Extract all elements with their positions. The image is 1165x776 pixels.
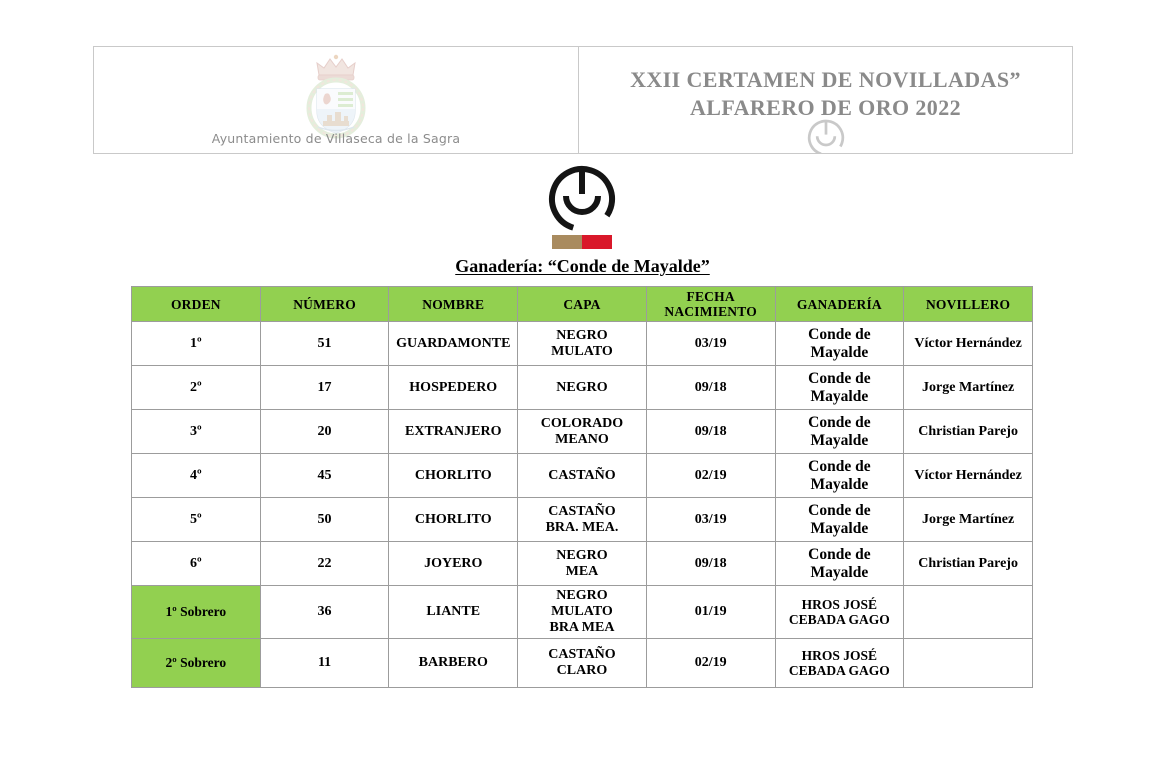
column-header-orden: ORDEN	[132, 287, 261, 322]
column-header-numero: NÚMERO	[260, 287, 389, 322]
cell-capa-line: NEGRO	[556, 588, 608, 604]
cell-capa-line: CASTAÑO	[548, 647, 616, 663]
cell-novillero: Víctor Hernández	[904, 322, 1033, 366]
ganaderia-caption	[0, 256, 1165, 277]
table-body	[132, 322, 1033, 688]
cell-novillero: Víctor Hernández	[904, 454, 1033, 498]
cell-numero: 20	[260, 410, 389, 454]
coat-of-arms-icon	[299, 53, 373, 139]
cell-nombre: GUARDAMONTE	[389, 322, 518, 366]
cell-novillero: Jorge Martínez	[904, 366, 1033, 410]
municipality-label: Ayuntamiento de Villaseca de la Sagra	[211, 131, 461, 146]
certamen-title-line2: ALFARERO DE ORO 2022	[690, 94, 961, 120]
cell-capa	[518, 586, 647, 639]
cell-orden: 3º	[132, 410, 261, 454]
cell-capa	[518, 322, 647, 366]
cell-capa	[518, 639, 647, 688]
cell-capa-line: MEANO	[555, 431, 609, 447]
alfarero-logo-icon	[536, 163, 628, 251]
cell-capa-line: BRA. MEA.	[545, 519, 619, 535]
cell-fecha-nacimiento: 02/19	[646, 639, 775, 688]
cell-ganaderia-line: Conde de Mayalde	[808, 414, 871, 449]
alfarero-logo-icon-small	[802, 117, 850, 153]
cell-ganaderia-line: HROS JOSÉ	[801, 647, 878, 663]
cell-novillero: Christian Parejo	[904, 410, 1033, 454]
cell-capa-line: COLORADO	[540, 415, 624, 431]
cell-nombre: CHORLITO	[389, 498, 518, 542]
cell-capa-line: CASTAÑO	[548, 467, 616, 483]
cell-nombre: JOYERO	[389, 542, 518, 586]
cell-nombre: LIANTE	[389, 586, 518, 639]
cell-orden: 1º	[132, 322, 261, 366]
table-row	[132, 322, 1033, 366]
cell-ganaderia-line: Conde de Mayalde	[808, 326, 871, 361]
cell-orden: 2º Sobrero	[132, 639, 261, 688]
table-row	[132, 366, 1033, 410]
cell-ganaderia-line: CEBADA GAGO	[788, 612, 890, 628]
cell-fecha-nacimiento: 02/19	[646, 454, 775, 498]
cell-capa	[518, 454, 647, 498]
cell-capa-line: MEA	[565, 563, 599, 579]
table-row	[132, 542, 1033, 586]
table-row	[132, 410, 1033, 454]
cell-ganaderia	[775, 586, 904, 639]
cell-novillero	[904, 639, 1033, 688]
cell-ganaderia-line: Conde de Mayalde	[808, 458, 871, 493]
cell-numero: 17	[260, 366, 389, 410]
column-header-nombre: NOMBRE	[389, 287, 518, 322]
cell-ganaderia-line: Conde de Mayalde	[808, 370, 871, 405]
cell-capa-line: MULATO	[551, 343, 613, 359]
table-header	[132, 287, 1033, 322]
cell-capa-line: CASTAÑO	[548, 503, 616, 519]
cell-fecha-nacimiento: 03/19	[646, 322, 775, 366]
cell-orden: 4º	[132, 454, 261, 498]
cell-orden: 2º	[132, 366, 261, 410]
cell-capa-line: NEGRO	[556, 327, 608, 343]
column-header-fecha-nacimiento	[646, 287, 775, 322]
column-header-capa: CAPA	[518, 287, 647, 322]
cell-novillero	[904, 586, 1033, 639]
cell-fecha-nacimiento: 09/18	[646, 542, 775, 586]
cell-orden: 1º Sobrero	[132, 586, 261, 639]
cell-numero: 11	[260, 639, 389, 688]
table-row	[132, 639, 1033, 688]
table-row	[132, 586, 1033, 639]
table-row	[132, 498, 1033, 542]
column-header-ganaderia: GANADERÍA	[775, 287, 904, 322]
cell-ganaderia-line: HROS JOSÉ	[801, 596, 878, 612]
cell-ganaderia-line: CEBADA GAGO	[788, 663, 890, 679]
cell-ganaderia	[775, 454, 904, 498]
cell-numero: 36	[260, 586, 389, 639]
cell-numero: 22	[260, 542, 389, 586]
cell-novillero: Jorge Martínez	[904, 498, 1033, 542]
cell-capa	[518, 366, 647, 410]
certamen-title-line1: XXII CERTAMEN DE NOVILLADAS”	[630, 67, 1021, 92]
column-header-novillero: NOVILLERO	[904, 287, 1033, 322]
cell-orden: 5º	[132, 498, 261, 542]
cell-numero: 50	[260, 498, 389, 542]
cell-nombre: BARBERO	[389, 639, 518, 688]
cell-capa-line: CLARO	[556, 663, 608, 679]
column-header-fecha-line2: NACIMIENTO	[664, 304, 757, 320]
cell-fecha-nacimiento: 09/18	[646, 410, 775, 454]
column-header-fecha-line1: FECHA	[686, 289, 735, 304]
cell-ganaderia	[775, 322, 904, 366]
cell-numero: 45	[260, 454, 389, 498]
cell-capa-line: MULATO	[551, 604, 613, 620]
cell-capa-line: BRA MEA	[549, 620, 615, 636]
cell-ganaderia	[775, 366, 904, 410]
cell-orden: 6º	[132, 542, 261, 586]
cell-numero: 51	[260, 322, 389, 366]
cell-capa-line: NEGRO	[556, 547, 608, 563]
cell-nombre: CHORLITO	[389, 454, 518, 498]
table-header-row	[132, 287, 1033, 322]
novilladas-table	[131, 286, 1033, 688]
cell-fecha-nacimiento: 01/19	[646, 586, 775, 639]
cell-ganaderia	[775, 410, 904, 454]
cell-nombre: EXTRANJERO	[389, 410, 518, 454]
ganaderia-caption-text: Ganadería: “Conde de Mayalde”	[455, 256, 710, 276]
cell-ganaderia	[775, 498, 904, 542]
certamen-title	[579, 66, 1072, 121]
table-row	[132, 454, 1033, 498]
cell-ganaderia	[775, 639, 904, 688]
letterhead-right-cell	[579, 47, 1072, 153]
cell-capa-line: NEGRO	[556, 379, 608, 395]
letterhead-table	[93, 46, 1073, 154]
cell-capa	[518, 410, 647, 454]
cell-capa	[518, 498, 647, 542]
cell-ganaderia	[775, 542, 904, 586]
cell-ganaderia-line: Conde de Mayalde	[808, 502, 871, 537]
cell-capa	[518, 542, 647, 586]
cell-fecha-nacimiento: 09/18	[646, 366, 775, 410]
cell-fecha-nacimiento: 03/19	[646, 498, 775, 542]
letterhead-left-cell	[94, 47, 579, 153]
cell-novillero: Christian Parejo	[904, 542, 1033, 586]
cell-ganaderia-line: Conde de Mayalde	[808, 546, 871, 581]
cell-nombre: HOSPEDERO	[389, 366, 518, 410]
